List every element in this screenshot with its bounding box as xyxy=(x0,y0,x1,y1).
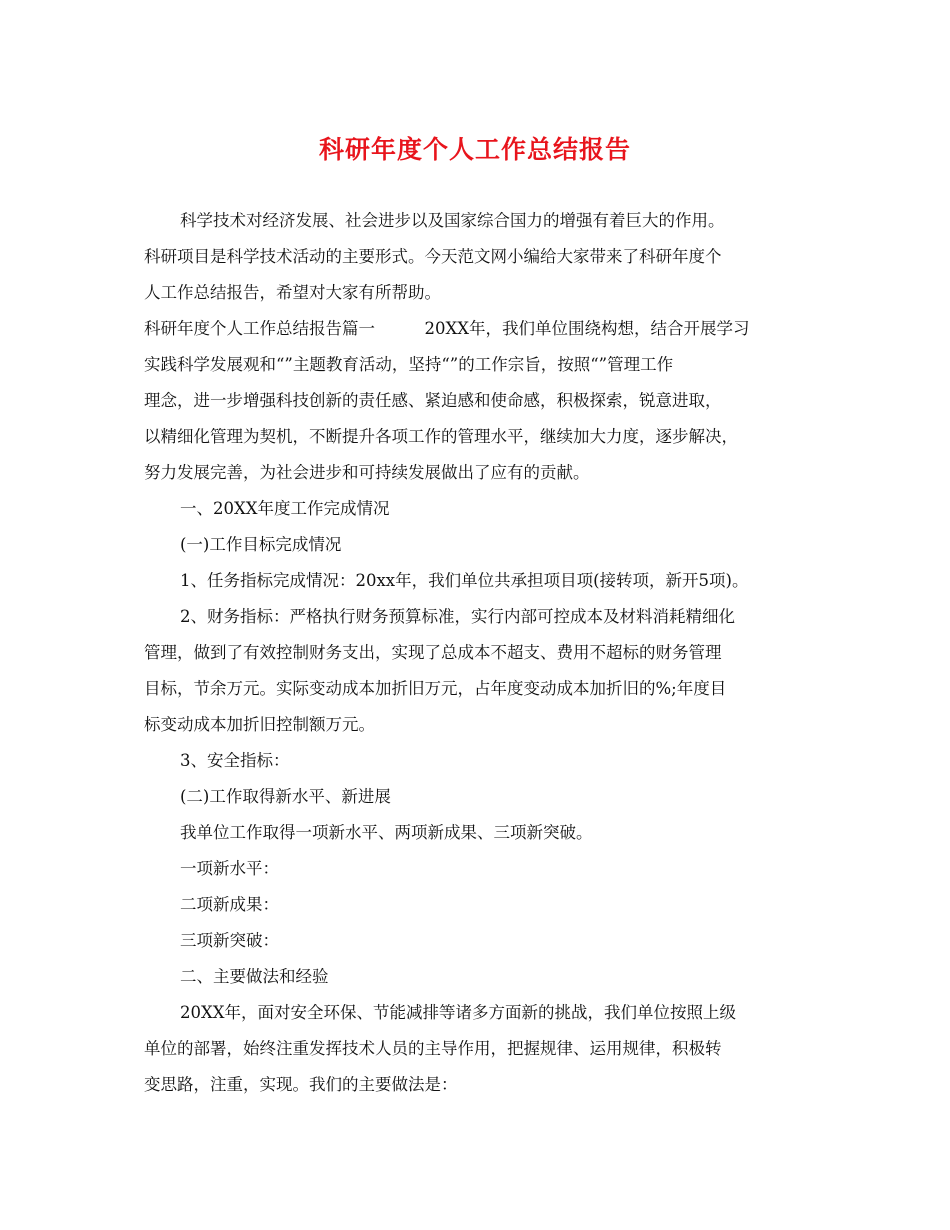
paragraph-line: 三项新突破： xyxy=(180,931,279,950)
paragraph-line: 20XX年，面对安全环保、节能减排等诸多方面新的挑战，我们单位按照上级 xyxy=(180,1003,736,1022)
paragraph-line: 变思路，注重，实现。我们的主要做法是： xyxy=(144,1075,458,1094)
paragraph-line: 科学技术对经济发展、社会进步以及国家综合国力的增强有着巨大的作用。 xyxy=(180,211,725,230)
subsection-heading: (二)工作取得新水平、新进展 xyxy=(180,787,391,806)
paragraph-line: 标变动成本加折旧控制额万元。 xyxy=(144,715,375,734)
paragraph-line: 单位的部署，始终注重发挥技术人员的主导作用，把握规律、运用规律，积极转 xyxy=(144,1039,722,1058)
paragraph-line: 管理，做到了有效控制财务支出，实现了总成本不超支、费用不超标的财务管理 xyxy=(144,643,722,662)
subsection-heading: (一)工作目标完成情况 xyxy=(180,535,342,554)
paragraph-line: 努力发展完善，为社会进步和可持续发展做出了应有的贡献。 xyxy=(144,463,590,482)
section-heading: 二、主要做法和经验 xyxy=(180,967,329,986)
document-title: 科研年度个人工作总结报告 xyxy=(318,135,631,164)
paragraph-line: 实践科学发展观和“”主题教育活动，坚持“”的工作宗旨，按照“”管理工作 xyxy=(144,355,674,374)
paragraph-line: 科研年度个人工作总结报告篇一 20XX年，我们单位围绕构想，结合开展学习 xyxy=(144,319,750,338)
paragraph-line: 科研项目是科学技术活动的主要形式。今天范文网小编给大家带来了科研年度个 xyxy=(144,247,722,266)
paragraph-line: 一项新水平： xyxy=(180,859,279,878)
paragraph-line: 我单位工作取得一项新水平、两项新成果、三项新突破。 xyxy=(180,823,593,842)
paragraph-line: 3、安全指标： xyxy=(180,751,290,770)
paragraph-line: 1、任务指标完成情况：20xx年，我们单位共承担项目项(接转项，新开5项)。 xyxy=(180,571,749,590)
paragraph-line: 目标，节余万元。实际变动成本加折旧万元，占年度变动成本加折旧的%;年度目 xyxy=(144,679,727,698)
paragraph-line: 人工作总结报告，希望对大家有所帮助。 xyxy=(144,283,441,302)
paragraph-line: 理念，进一步增强科技创新的责任感、紧迫感和使命感，积极探索，锐意进取， xyxy=(144,391,722,410)
paragraph-line: 二项新成果： xyxy=(180,895,279,914)
section-heading: 一、20XX年度工作完成情况 xyxy=(180,499,390,518)
paragraph-line: 2、财务指标：严格执行财务预算标准，实行内部可控成本及材料消耗精细化 xyxy=(180,607,735,626)
paragraph-line: 以精细化管理为契机，不断提升各项工作的管理水平，继续加大力度，逐步解决， xyxy=(144,427,738,446)
